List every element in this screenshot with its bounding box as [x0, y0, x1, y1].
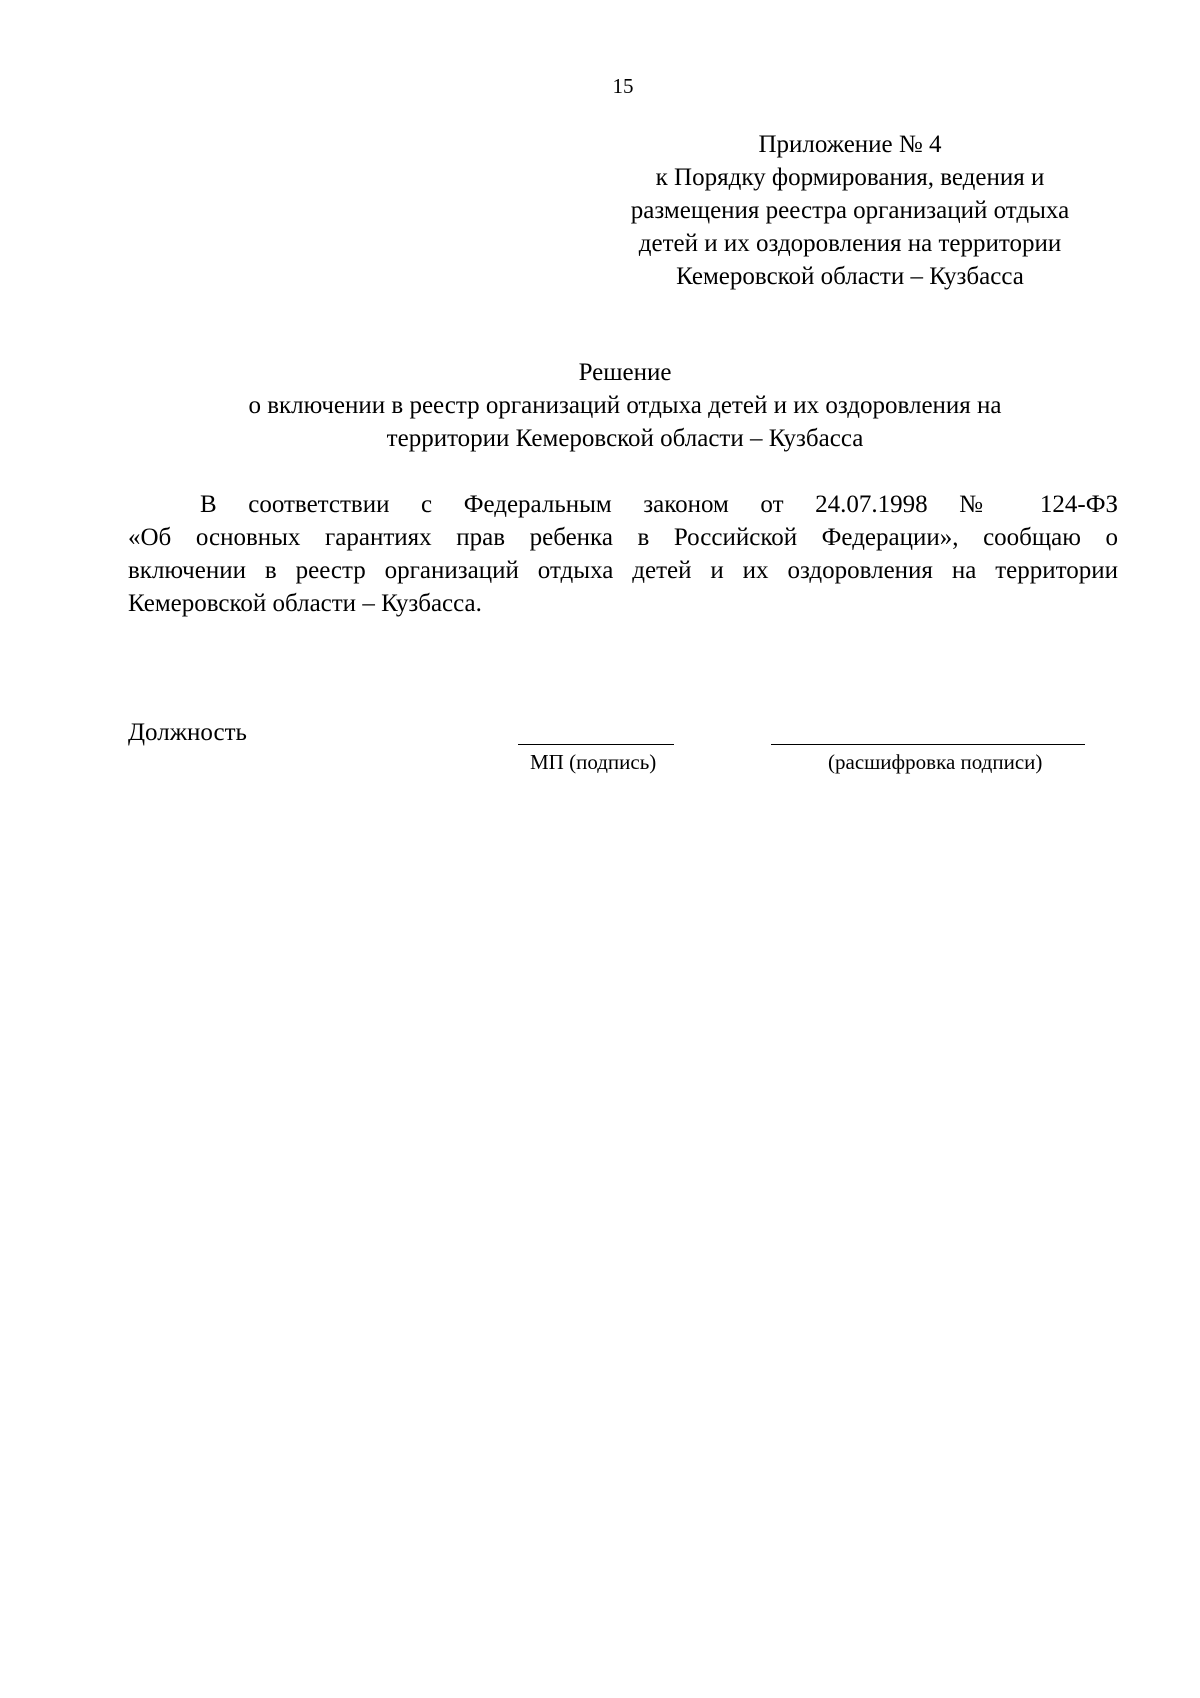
body-line: включении в реестр организаций отдыха детей и их оздоровления на территории: [128, 557, 1118, 584]
title-line: территории Кемеровской области – Кузбасса: [386, 425, 864, 452]
body-paragraph: [128, 488, 1118, 620]
body-line: Кемеровской области – Кузбасса.: [128, 590, 482, 617]
position-label: Должность: [128, 719, 247, 746]
signature-caption: МП (подпись): [530, 750, 657, 774]
appendix-line: к Порядку формирования, ведения и: [655, 164, 1045, 191]
body-line: «Об основных гарантиях прав ребенка в Российской Федерации», сообщаю о: [128, 524, 1118, 551]
title-line: о включении в реестр организаций отдыха детей и их оздоровления на: [248, 392, 1002, 419]
appendix-line: детей и их оздоровления на территории: [638, 230, 1062, 257]
document-title: [130, 356, 1120, 455]
title-heading: Решение: [578, 359, 672, 386]
page-number: 15: [612, 74, 634, 98]
appendix-block: [565, 128, 1135, 293]
appendix-line: Кемеровской области – Кузбасса: [676, 263, 1024, 290]
signature-line: [518, 744, 674, 745]
signature-decoding-caption: (расшифровка подписи): [828, 750, 1043, 774]
body-line: В соответствии с Федеральным законом от 24.07.1998 № 124-ФЗ: [200, 491, 1118, 518]
appendix-line: размещения реестра организаций отдыха: [630, 197, 1070, 224]
signature-decoding-line: [771, 744, 1085, 745]
appendix-line: Приложение № 4: [758, 131, 942, 158]
